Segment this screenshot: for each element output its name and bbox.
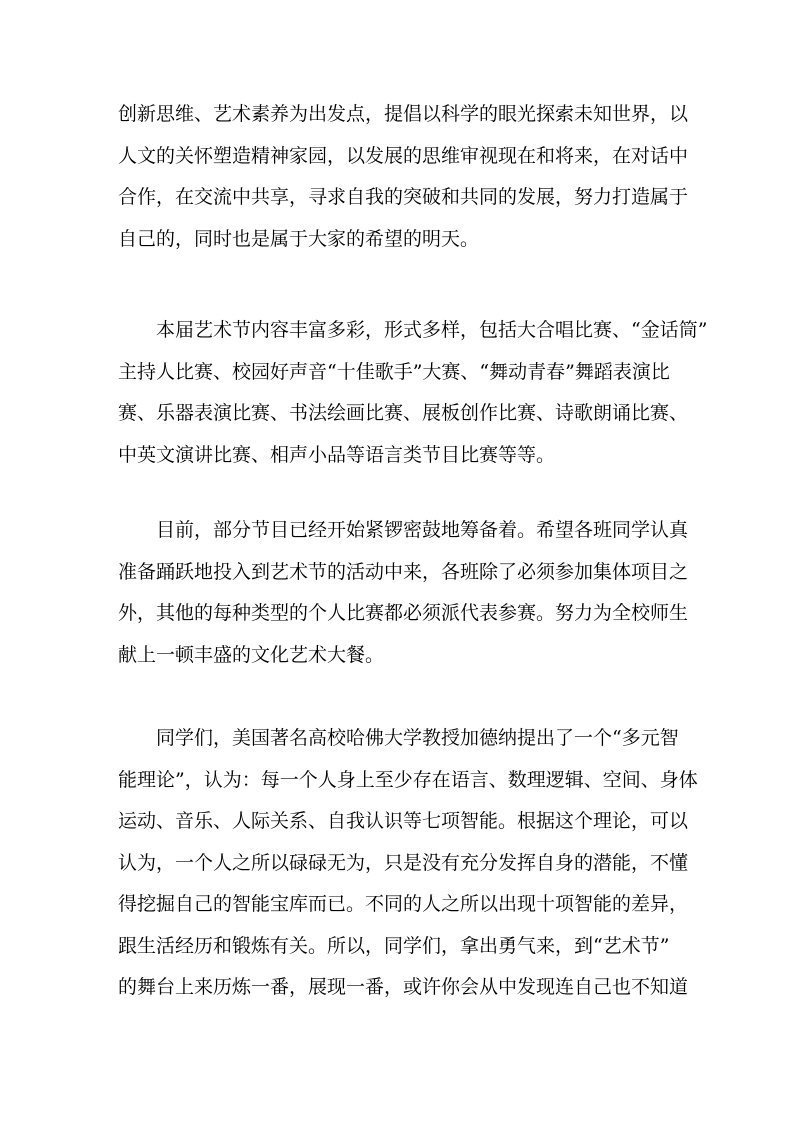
paragraph-line: 外，其他的每种类型的个人比赛都必须派代表参赛。努力为全校师生 bbox=[118, 602, 689, 624]
paragraph-line: 准备踊跃地投入到艺术节的活动中来，各班除了必须参加集体项目之 bbox=[118, 560, 689, 583]
paragraph-line: 同学们，美国著名高校哈佛大学教授加德纳提出了一个“多元智 bbox=[156, 727, 679, 749]
paragraph-line: 得挖掘自己的智能宝库而已。不同的人之所以出现十项智能的差异， bbox=[118, 893, 689, 915]
paragraph-line: 中英文演讲比赛、相声小品等语言类节目比赛等等。 bbox=[118, 443, 556, 466]
paragraph-2 bbox=[118, 310, 708, 476]
paragraph-line: 赛、乐器表演比赛、书法绘画比赛、展板创作比赛、诗歌朗诵比赛、 bbox=[118, 402, 689, 424]
paragraph-line: 目前，部分节目已经开始紧锣密鼓地筹备着。希望各班同学认真 bbox=[156, 519, 689, 541]
paragraph-line: 合作，在交流中共享，寻求自我的突破和共同的发展，努力打造属于 bbox=[118, 186, 689, 208]
paragraph-line: 运动、音乐、人际关系、自我认识等七项智能。根据这个理论，可以 bbox=[118, 810, 689, 832]
paragraph-line: 主持人比赛、校园好声音“十佳歌手”大赛、“舞动青春”舞蹈表演比 bbox=[118, 360, 670, 383]
paragraph-1 bbox=[118, 94, 698, 260]
paragraph-line: 献上一顿丰盛的文化艺术大餐。 bbox=[118, 643, 385, 666]
paragraph-line: 本届艺术节内容丰富多彩，形式多样，包括大合唱比赛、“金话筒” bbox=[156, 319, 708, 341]
paragraph-line: 自己的，同时也是属于大家的希望的明天。 bbox=[118, 227, 480, 250]
paragraph-line: 能理论”，认为：每一个人身上至少存在语言、数理逻辑、空间、身体 bbox=[118, 768, 698, 791]
paragraph-line: 跟生活经历和锻炼有关。所以，同学们，拿出勇气来，到“艺术节” bbox=[118, 934, 670, 957]
paragraph-line: 创新思维、艺术素养为出发点，提倡以科学的眼光探索未知世界，以 bbox=[118, 103, 689, 125]
paragraph-3 bbox=[118, 510, 698, 676]
paragraph-line: 认为，一个人之所以碌碌无为，只是没有充分发挥自身的潜能，不懂 bbox=[118, 851, 689, 874]
paragraph-4 bbox=[118, 718, 698, 1009]
paragraph-line: 人文的关怀塑造精神家园，以发展的思维审视现在和将来，在对话中 bbox=[118, 144, 689, 167]
paragraph-line: 的舞台上来历炼一番，展现一番，或许你会从中发现连自己也不知道 bbox=[118, 976, 689, 998]
